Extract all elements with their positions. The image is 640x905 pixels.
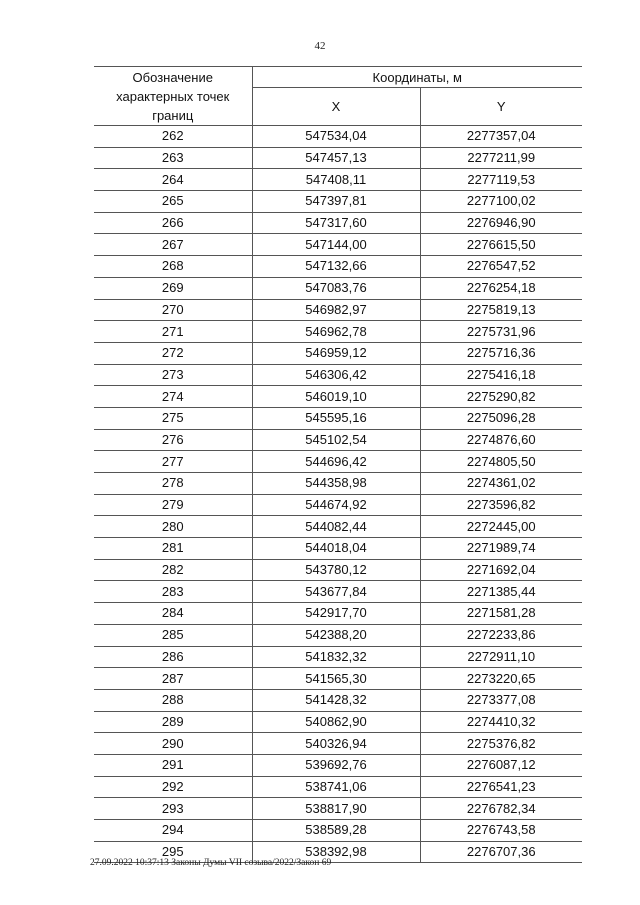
- x-cell: 543677,84: [252, 581, 420, 603]
- table-row: [94, 429, 582, 451]
- point-cell: 267: [94, 234, 252, 256]
- x-cell: 541565,30: [252, 668, 420, 690]
- y-cell: 2276707,36: [420, 841, 582, 863]
- point-cell: 280: [94, 516, 252, 538]
- x-cell: 541428,32: [252, 689, 420, 711]
- y-cell: 2273220,65: [420, 668, 582, 690]
- point-cell: 269: [94, 277, 252, 299]
- table-row: [94, 711, 582, 733]
- table-row: [94, 191, 582, 213]
- table-row: [94, 559, 582, 581]
- x-cell: 546982,97: [252, 299, 420, 321]
- x-cell: 544358,98: [252, 473, 420, 495]
- table-row: [94, 299, 582, 321]
- x-cell: 546959,12: [252, 342, 420, 364]
- x-cell: 544082,44: [252, 516, 420, 538]
- y-cell: 2276087,12: [420, 754, 582, 776]
- point-cell: 287: [94, 668, 252, 690]
- y-cell: 2276254,18: [420, 277, 582, 299]
- y-cell: 2277357,04: [420, 126, 582, 148]
- y-cell: 2275416,18: [420, 364, 582, 386]
- point-cell: 291: [94, 754, 252, 776]
- y-cell: 2274410,32: [420, 711, 582, 733]
- y-cell: 2276541,23: [420, 776, 582, 798]
- x-cell: 540862,90: [252, 711, 420, 733]
- table-row: [94, 581, 582, 603]
- y-cell: 2274361,02: [420, 473, 582, 495]
- y-cell: 2271581,28: [420, 603, 582, 625]
- point-cell: 286: [94, 646, 252, 668]
- y-cell: 2272911,10: [420, 646, 582, 668]
- x-cell: 541832,32: [252, 646, 420, 668]
- footer-stamp: 27.09.2022 10:37:13 Законы Думы VII созыва/2022/Закон 69: [90, 858, 332, 868]
- point-cell: 265: [94, 191, 252, 213]
- point-cell: 263: [94, 147, 252, 169]
- y-cell: 2276615,50: [420, 234, 582, 256]
- x-cell: 547408,11: [252, 169, 420, 191]
- point-cell: 271: [94, 321, 252, 343]
- x-cell: 547457,13: [252, 147, 420, 169]
- table-row: [94, 494, 582, 516]
- x-cell: 546019,10: [252, 386, 420, 408]
- table-row: [94, 668, 582, 690]
- y-cell: 2277211,99: [420, 147, 582, 169]
- point-cell: 266: [94, 212, 252, 234]
- header-coordinates: Координаты, м: [252, 67, 582, 88]
- x-cell: 547397,81: [252, 191, 420, 213]
- table-row: [94, 212, 582, 234]
- point-cell: 278: [94, 473, 252, 495]
- y-cell: 2275819,13: [420, 299, 582, 321]
- table-row: [94, 689, 582, 711]
- table-row: [94, 169, 582, 191]
- x-cell: 546306,42: [252, 364, 420, 386]
- point-cell: 294: [94, 820, 252, 842]
- y-cell: 2274805,50: [420, 451, 582, 473]
- y-cell: 2275376,82: [420, 733, 582, 755]
- table-row: [94, 451, 582, 473]
- y-cell: 2273377,08: [420, 689, 582, 711]
- point-cell: 293: [94, 798, 252, 820]
- point-cell: 282: [94, 559, 252, 581]
- x-cell: 538741,06: [252, 776, 420, 798]
- point-cell: 277: [94, 451, 252, 473]
- y-cell: 2277100,02: [420, 191, 582, 213]
- table-row: [94, 516, 582, 538]
- y-cell: 2271692,04: [420, 559, 582, 581]
- y-cell: 2275290,82: [420, 386, 582, 408]
- table-row: [94, 473, 582, 495]
- point-cell: 284: [94, 603, 252, 625]
- header-y: Y: [420, 88, 582, 126]
- x-cell: 545595,16: [252, 407, 420, 429]
- header-x: X: [252, 88, 420, 126]
- x-cell: 542917,70: [252, 603, 420, 625]
- table-row: [94, 234, 582, 256]
- table-row: [94, 342, 582, 364]
- y-cell: 2274876,60: [420, 429, 582, 451]
- table-row: [94, 538, 582, 560]
- y-cell: 2272445,00: [420, 516, 582, 538]
- x-cell: 544018,04: [252, 538, 420, 560]
- table-row: [94, 754, 582, 776]
- coordinates-table: [94, 66, 582, 863]
- table-row: [94, 321, 582, 343]
- point-cell: 285: [94, 624, 252, 646]
- x-cell: 546962,78: [252, 321, 420, 343]
- x-cell: 547083,76: [252, 277, 420, 299]
- table-row: [94, 386, 582, 408]
- point-cell: 272: [94, 342, 252, 364]
- table-row: [94, 798, 582, 820]
- point-cell: 295: [94, 841, 252, 863]
- y-cell: 2276743,58: [420, 820, 582, 842]
- point-cell: 275: [94, 407, 252, 429]
- point-cell: 292: [94, 776, 252, 798]
- point-cell: 268: [94, 256, 252, 278]
- y-cell: 2275731,96: [420, 321, 582, 343]
- y-cell: 2275716,36: [420, 342, 582, 364]
- y-cell: 2271989,74: [420, 538, 582, 560]
- x-cell: 539692,76: [252, 754, 420, 776]
- point-cell: 273: [94, 364, 252, 386]
- x-cell: 545102,54: [252, 429, 420, 451]
- y-cell: 2276782,34: [420, 798, 582, 820]
- table-row: [94, 277, 582, 299]
- x-cell: 542388,20: [252, 624, 420, 646]
- table-row: [94, 603, 582, 625]
- y-cell: 2276547,52: [420, 256, 582, 278]
- table-row: [94, 776, 582, 798]
- point-cell: 281: [94, 538, 252, 560]
- point-cell: 274: [94, 386, 252, 408]
- y-cell: 2271385,44: [420, 581, 582, 603]
- x-cell: 547534,04: [252, 126, 420, 148]
- header-point-designation: Обозначение характерных точек границ: [94, 67, 252, 126]
- y-cell: 2276946,90: [420, 212, 582, 234]
- point-cell: 262: [94, 126, 252, 148]
- table-row: [94, 733, 582, 755]
- x-cell: 538392,98: [252, 841, 420, 863]
- point-cell: 279: [94, 494, 252, 516]
- y-cell: 2277119,53: [420, 169, 582, 191]
- x-cell: 543780,12: [252, 559, 420, 581]
- y-cell: 2272233,86: [420, 624, 582, 646]
- x-cell: 540326,94: [252, 733, 420, 755]
- page-number: 42: [314, 40, 326, 52]
- point-cell: 264: [94, 169, 252, 191]
- point-cell: 276: [94, 429, 252, 451]
- x-cell: 544674,92: [252, 494, 420, 516]
- x-cell: 538589,28: [252, 820, 420, 842]
- point-cell: 290: [94, 733, 252, 755]
- table-row: [94, 126, 582, 148]
- point-cell: 270: [94, 299, 252, 321]
- table-row: [94, 407, 582, 429]
- point-cell: 288: [94, 689, 252, 711]
- x-cell: 547132,66: [252, 256, 420, 278]
- x-cell: 547317,60: [252, 212, 420, 234]
- x-cell: 544696,42: [252, 451, 420, 473]
- point-cell: 283: [94, 581, 252, 603]
- table-row: [94, 646, 582, 668]
- table-body: [94, 126, 582, 863]
- y-cell: 2275096,28: [420, 407, 582, 429]
- x-cell: 547144,00: [252, 234, 420, 256]
- table-row: [94, 624, 582, 646]
- table-row: [94, 147, 582, 169]
- y-cell: 2273596,82: [420, 494, 582, 516]
- table-row: [94, 256, 582, 278]
- x-cell: 538817,90: [252, 798, 420, 820]
- table-row: [94, 364, 582, 386]
- table-row: [94, 820, 582, 842]
- point-cell: 289: [94, 711, 252, 733]
